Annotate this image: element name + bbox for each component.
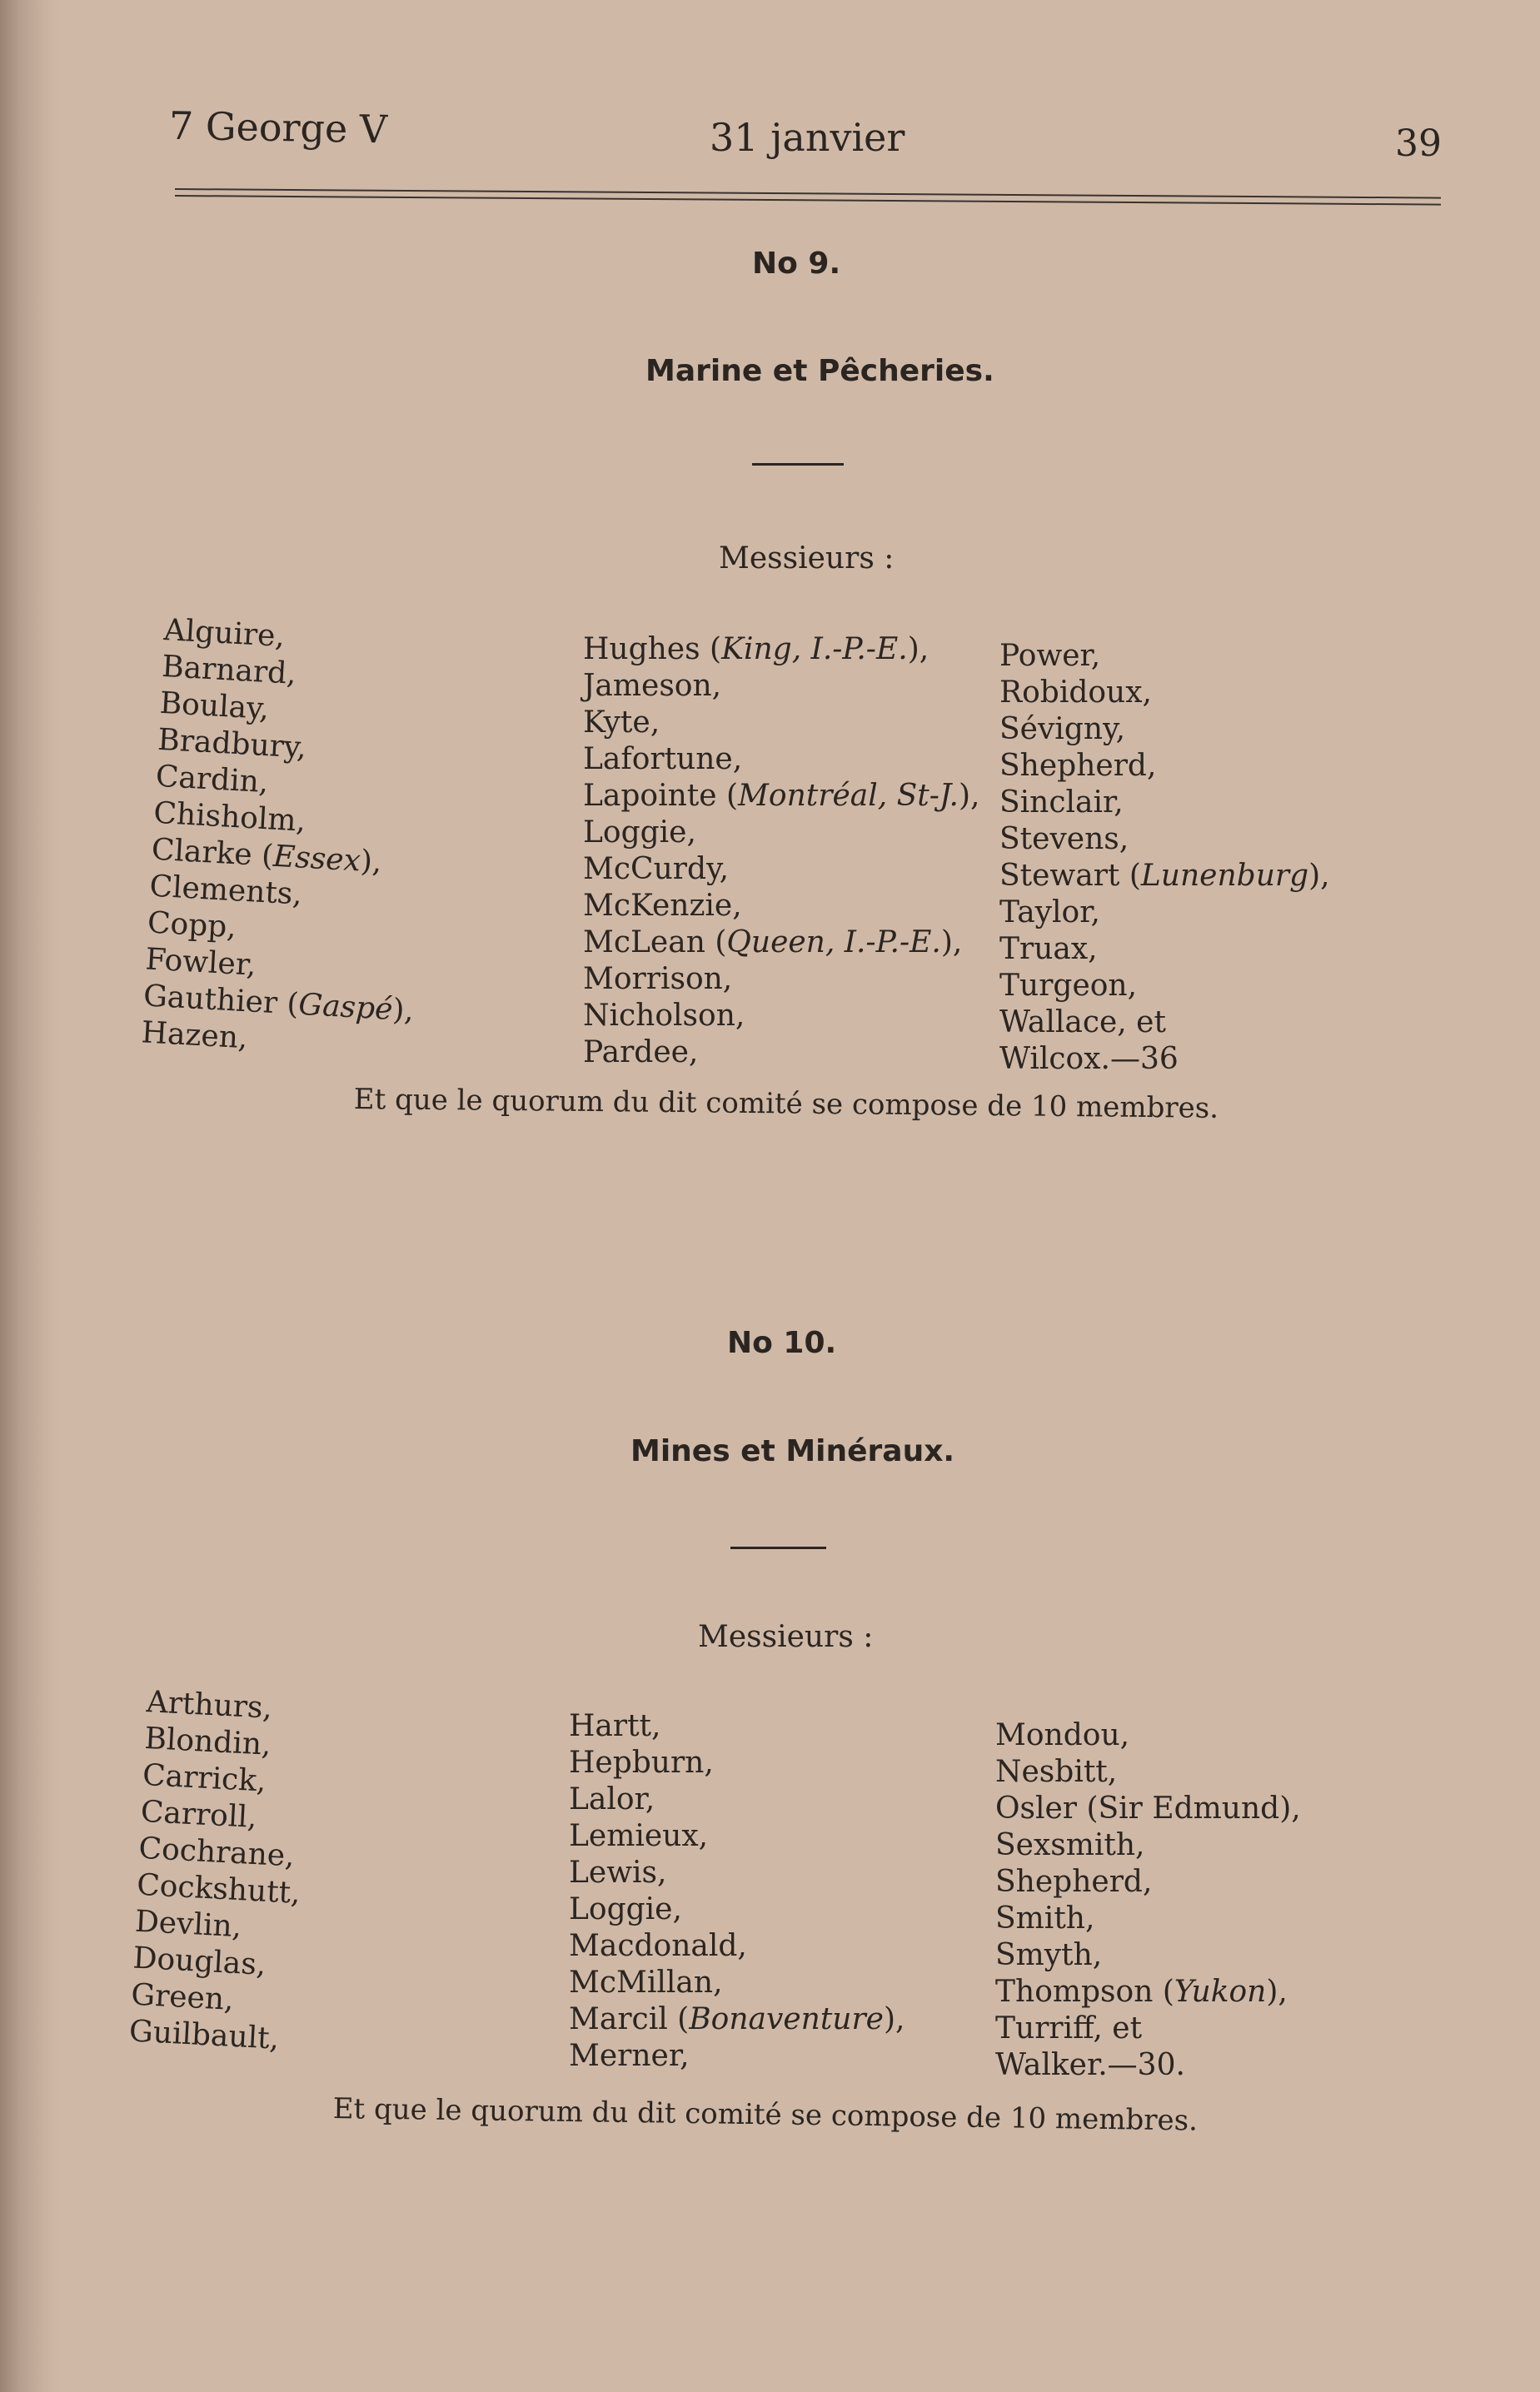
member-name: Turgeon, bbox=[999, 969, 1138, 1003]
book-spine-shadow bbox=[0, 0, 58, 2392]
member-name: Hepburn, bbox=[569, 1746, 714, 1780]
committee-10-number: No 10. bbox=[727, 1326, 837, 1360]
member-name: Carroll, bbox=[139, 1794, 258, 1836]
member-name: Smith, bbox=[995, 1901, 1095, 1936]
committee-10-separator bbox=[730, 1547, 826, 1549]
committee-9-number: No 9. bbox=[752, 247, 841, 281]
member-name: Guilbault, bbox=[128, 2014, 281, 2056]
member-name: Power, bbox=[999, 639, 1101, 673]
member-name: Cardin, bbox=[154, 759, 270, 800]
member-name: Sévigny, bbox=[999, 712, 1126, 746]
member-name: McLean (Queen, I.-P.-E.), bbox=[583, 925, 963, 959]
member-name: Douglas, bbox=[132, 1941, 267, 1982]
member-name: Gauthier (Gaspé), bbox=[142, 979, 416, 1029]
committee-9-title: Marine et Pêcheries. bbox=[645, 354, 994, 388]
member-name: Sexsmith, bbox=[995, 1828, 1145, 1862]
member-name: Hartt, bbox=[569, 1709, 661, 1743]
committee-9-separator bbox=[752, 463, 844, 466]
member-name: McKenzie, bbox=[583, 889, 742, 923]
committee-9-column-3 bbox=[999, 638, 1330, 1078]
member-name: Blondin, bbox=[143, 1721, 272, 1762]
member-name: Morrison, bbox=[583, 962, 733, 996]
member-name: McMillan, bbox=[569, 1966, 723, 2000]
member-name: McCurdy, bbox=[583, 852, 730, 886]
member-name: Barnard, bbox=[161, 649, 297, 691]
member-name: Alguire, bbox=[162, 612, 286, 655]
member-name: Bradbury, bbox=[157, 722, 307, 765]
member-name: Cochrane, bbox=[137, 1831, 296, 1874]
header-date: 31 janvier bbox=[710, 115, 905, 160]
committee-9-column-2 bbox=[583, 631, 979, 1071]
member-name: Chisholm, bbox=[152, 795, 307, 839]
committee-9-column-1 bbox=[141, 612, 436, 1066]
member-name: Stewart (Lunenburg), bbox=[999, 859, 1330, 893]
member-name: Arthurs, bbox=[145, 1684, 273, 1726]
committee-9-salutation: Messieurs : bbox=[719, 541, 895, 576]
member-name: Wilcox.—36 bbox=[999, 1042, 1179, 1076]
member-name: Lafortune, bbox=[583, 742, 743, 776]
member-name: Clements, bbox=[148, 869, 303, 912]
member-name: Jameson, bbox=[583, 669, 722, 703]
member-name: Truax, bbox=[999, 932, 1098, 966]
member-name: Thompson (Yukon), bbox=[995, 1975, 1288, 2009]
member-name: Shepherd, bbox=[999, 749, 1157, 783]
member-name: Merner, bbox=[569, 2039, 690, 2073]
member-name: Devlin, bbox=[133, 1904, 243, 1945]
member-name: Robidoux, bbox=[999, 675, 1152, 710]
member-name: Hughes (King, I.-P.-E.), bbox=[583, 632, 929, 666]
member-name: Walker.—30. bbox=[995, 2048, 1185, 2082]
member-name: Mondou, bbox=[995, 1718, 1130, 1752]
member-name: Stevens, bbox=[999, 822, 1129, 856]
member-name: Lewis, bbox=[569, 1856, 667, 1890]
committee-10-column-3 bbox=[995, 1717, 1301, 2084]
member-name: Loggie, bbox=[583, 815, 696, 850]
member-name: Clarke (Essex), bbox=[150, 832, 383, 880]
member-name: Sinclair, bbox=[999, 785, 1124, 820]
committee-10-salutation: Messieurs : bbox=[698, 1620, 874, 1654]
committee-10-column-1 bbox=[128, 1684, 311, 2059]
member-name: Lemieux, bbox=[569, 1819, 709, 1853]
committee-10-column-2 bbox=[569, 1708, 905, 2075]
member-name: Carrick, bbox=[142, 1757, 267, 1799]
member-name: Kyte, bbox=[583, 705, 660, 740]
committee-9-quorum: Et que le quorum du dit comité se compose de 10 membres. bbox=[353, 1083, 1219, 1125]
member-name: Copp, bbox=[147, 905, 237, 945]
member-name: Pardee, bbox=[583, 1035, 699, 1069]
member-name: Shepherd, bbox=[995, 1865, 1153, 1899]
member-name: Cockshutt, bbox=[136, 1867, 302, 1911]
header-regnal-year: 7 George V bbox=[168, 102, 388, 152]
member-name: Nesbitt, bbox=[995, 1755, 1118, 1789]
member-name: Fowler, bbox=[144, 942, 257, 983]
committee-10-quorum: Et que le quorum du dit comité se compose de 10 membres. bbox=[332, 2092, 1199, 2138]
member-name: Nicholson, bbox=[583, 999, 745, 1033]
member-name: Wallace, et bbox=[999, 1005, 1166, 1039]
member-name: Smyth, bbox=[995, 1938, 1103, 1972]
member-name: Boulay, bbox=[158, 685, 271, 727]
page-number: 39 bbox=[1395, 122, 1442, 165]
member-name: Macdonald, bbox=[569, 1929, 747, 1963]
member-name: Hazen, bbox=[140, 1015, 249, 1056]
member-name: Loggie, bbox=[569, 1892, 682, 1926]
member-name: Lalor, bbox=[569, 1782, 655, 1816]
committee-10-title: Mines et Minéraux. bbox=[630, 1434, 955, 1468]
member-name: Taylor, bbox=[999, 895, 1100, 929]
member-name: Green, bbox=[130, 1977, 235, 2017]
member-name: Lapointe (Montréal, St-J.), bbox=[583, 779, 980, 813]
member-name: Marcil (Bonaventure), bbox=[569, 2002, 905, 2036]
member-name: Turriff, et bbox=[995, 2011, 1143, 2046]
member-name: Osler (Sir Edmund), bbox=[995, 1792, 1301, 1826]
